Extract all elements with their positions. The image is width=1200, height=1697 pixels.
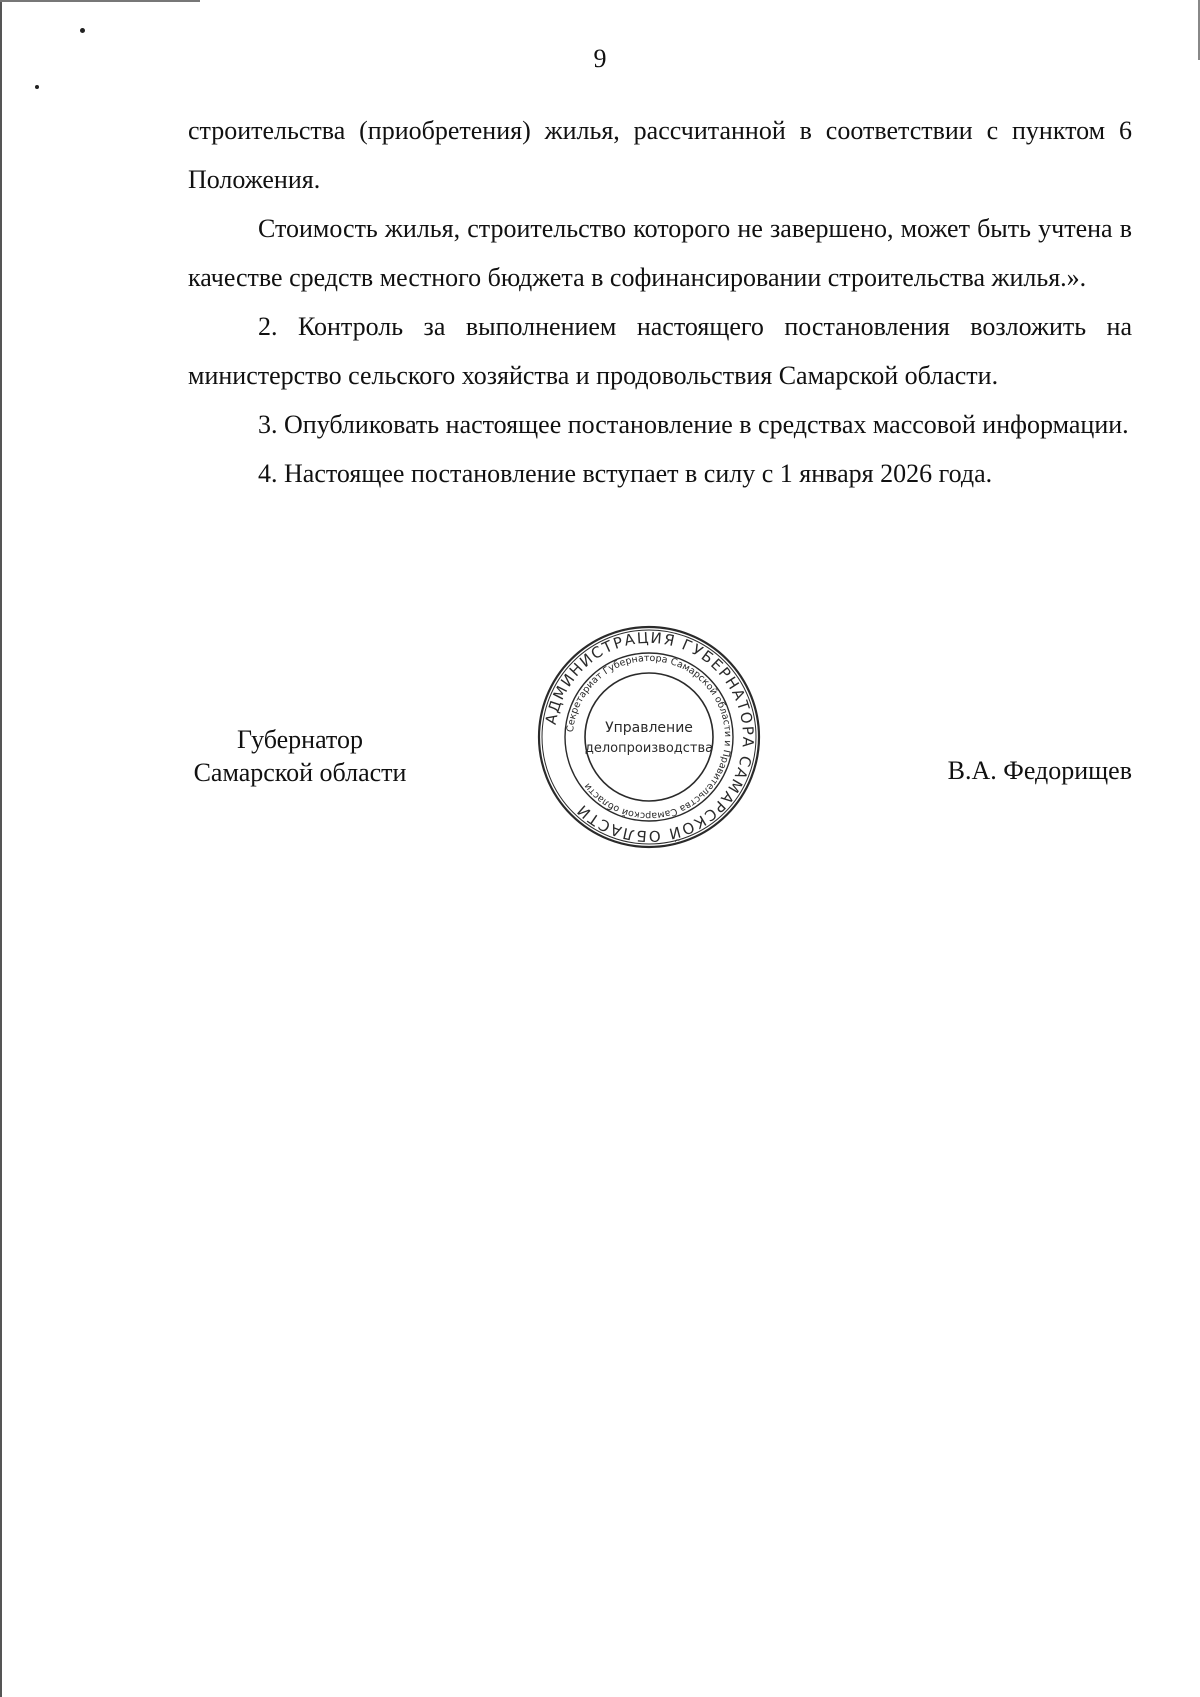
page-number: 9 <box>593 44 607 73</box>
svg-text:Секретариат Губернатора Самарс: Секретариат Губернатора Самарской области и Правительства Самарской области <box>565 652 734 822</box>
scan-edge-top <box>0 0 200 2</box>
svg-text:АДМИНИСТРАЦИЯ ГУБЕРНАТОРА САМА: АДМИНИСТРАЦИЯ ГУБЕРНАТОРА САМАРСКОЙ ОБЛАСТИ <box>541 628 758 846</box>
scan-edge-left <box>0 0 2 1697</box>
scan-speck <box>35 85 39 89</box>
paragraph-continuation: строительства (приобретения) жилья, рассчитанной в соответствии с пунктом 6 Положения. <box>188 116 1132 194</box>
document-body <box>188 106 1132 498</box>
signatory-position-line1: Губернатор <box>237 725 363 754</box>
signatory-name: В.А. Федорищев <box>947 756 1132 785</box>
official-seal <box>534 622 764 852</box>
paragraph-publish: 3. Опубликовать настоящее постановление в средствах массовой информации. <box>258 410 1129 439</box>
paragraph-control: 2. Контроль за выполнением настоящего постановления возложить на министерство сельского хозяйства и продовольствия Самарской области. <box>188 312 1132 390</box>
signatory-position <box>180 723 420 789</box>
seal-center-line2: делопроизводства <box>584 741 714 756</box>
signatory-position-line2: Самарской области <box>193 758 407 787</box>
seal-graphic <box>534 622 764 852</box>
scan-speck <box>80 28 85 33</box>
seal-center-line1: Управление <box>605 720 693 736</box>
paragraph-effective-date: 4. Настоящее постановление вступает в силу с 1 января 2026 года. <box>258 459 993 488</box>
paragraph-unfinished-housing: Стоимость жилья, строительство которого не завершено, может быть учтена в качестве средств местного бюджета в софинансировании строительства жилья.». <box>188 214 1132 292</box>
